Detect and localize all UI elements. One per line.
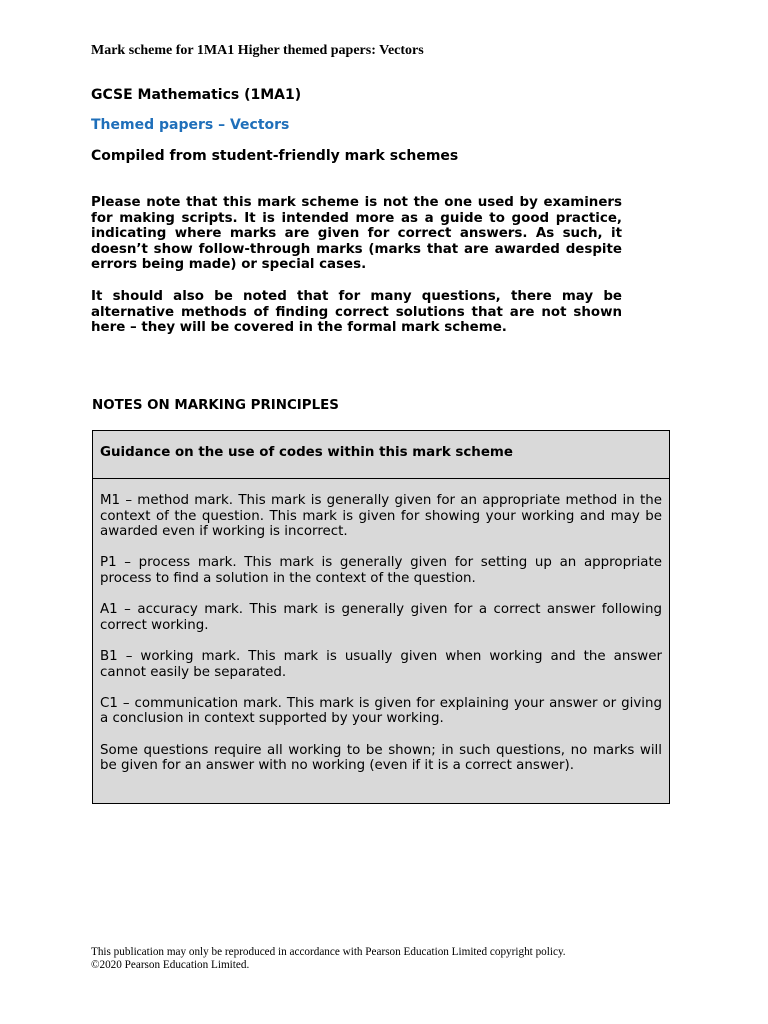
alternative-methods-paragraph: It should also be noted that for many questions, there may be alternative methods of finding correct solutions that are not shown here – they will be covered in the formal mark scheme. [91, 289, 622, 336]
code-p1-description: P1 – process mark. This mark is generally given for setting up an appropriate process to find a solution in the context of the question. [100, 555, 662, 586]
copyright-policy-line: This publication may only be reproduced in accordance with Pearson Education Limited copyright policy. [91, 946, 566, 958]
guidance-body [93, 479, 669, 774]
compiled-from-note: Compiled from student-friendly mark schemes [91, 148, 459, 164]
disclaimer-paragraph: Please note that this mark scheme is not the one used by examiners for making scripts. It is intended more as a guide to good practice, indicating where marks are given for correct answers. As such, it doesn’t show follow-through marks (marks that are awarded despite errors being made) or special cases. [91, 195, 622, 273]
guidance-heading: Guidance on the use of codes within this mark scheme [93, 431, 669, 479]
guidance-table [92, 430, 670, 804]
copyright-footer [91, 946, 566, 973]
course-title: GCSE Mathematics (1MA1) [91, 87, 302, 103]
themed-papers-title: Themed papers – Vectors [91, 117, 290, 133]
marking-principles-heading: NOTES ON MARKING PRINCIPLES [92, 398, 339, 413]
working-requirement-note: Some questions require all working to be shown; in such questions, no marks will be given for an answer with no working (even if it is a correct answer). [100, 742, 662, 774]
code-c1-description: C1 – communication mark. This mark is given for explaining your answer or giving a conclusion in context supported by your working. [100, 695, 662, 727]
code-b1-description: B1 – working mark. This mark is usually given when working and the answer cannot easily be separated. [100, 648, 662, 680]
code-m1-description: M1 – method mark. This mark is generally given for an appropriate method in the context of the question. This mark is given for showing your working and may be awarded even if working is incorrect. [100, 493, 662, 540]
header-title: Mark scheme for 1MA1 Higher themed papers: Vectors [91, 43, 424, 58]
copyright-year-line: ©2020 Pearson Education Limited. [91, 959, 250, 972]
code-a1-description: A1 – accuracy mark. This mark is generally given for a correct answer following correct working. [100, 602, 662, 633]
